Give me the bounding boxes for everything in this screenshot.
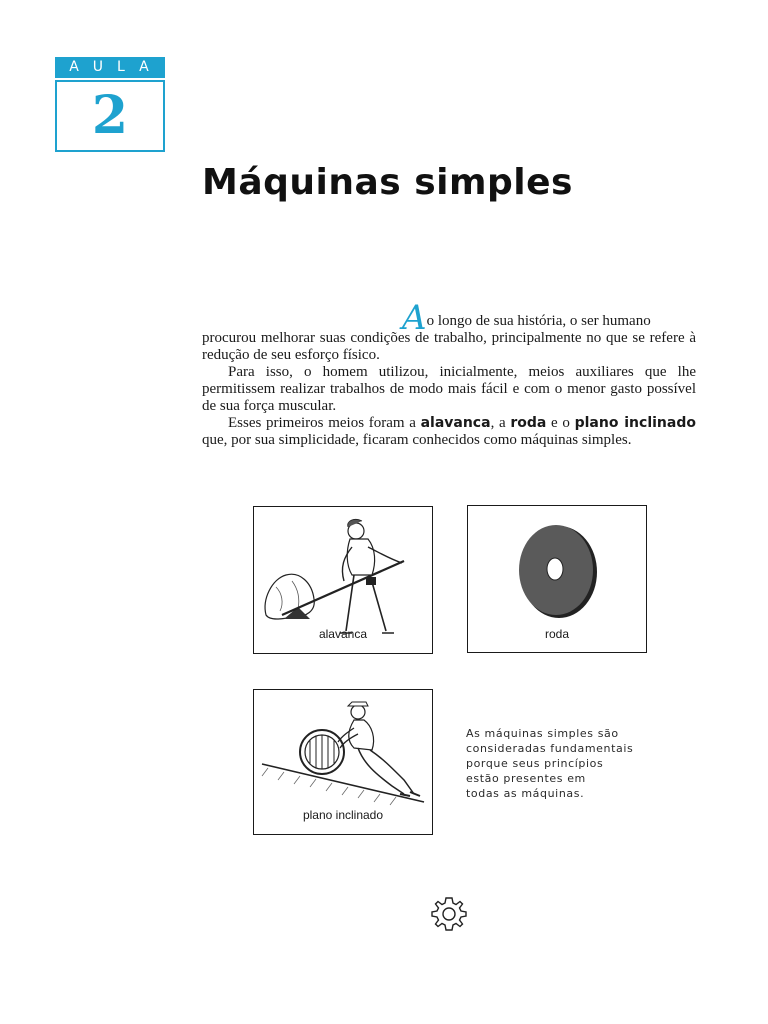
drop-cap: A [402, 298, 427, 338]
lesson-number: 2 [55, 80, 165, 152]
paragraph-3-text-d: que, por sua simplicidade, ficaram conhecidos como máquinas simples. [202, 432, 632, 448]
page-title: Máquinas simples [202, 162, 573, 203]
paragraph-1-first-text: o longo de sua história, o ser humano [426, 313, 651, 329]
figure-lever-caption: alavanca [318, 627, 368, 641]
figure-lever [253, 506, 433, 654]
side-note [466, 726, 641, 801]
paragraph-3-text-c: e o [546, 415, 575, 431]
keyword-wheel: roda [510, 415, 547, 431]
side-note-line: porque seus princípios [466, 757, 604, 770]
figure-inclined-plane-caption: plano inclinado [302, 808, 384, 822]
paragraph-3-text-b: , a [490, 415, 511, 431]
figure-wheel [467, 505, 647, 653]
keyword-lever: alavanca [420, 415, 491, 431]
figure-wheel-caption: roda [544, 627, 570, 641]
paragraph-1-first-line [202, 298, 696, 338]
gear-icon [430, 895, 468, 933]
paragraph-1: procurou melhorar suas condições de trabalho, principalmente no que se refere à redução de seu esforço físico. [202, 330, 696, 363]
paragraph-3-text-a: Esses primeiros meios foram a [228, 415, 421, 431]
side-note-line: todas as máquinas. [466, 787, 585, 800]
paragraph-2: Para isso, o homem utilizou, inicialmente, meios auxiliares que lhe permitissem realizar trabalhos de modo mais fácil e com o menor gasto possível de sua força muscular. [202, 364, 696, 414]
body-text [202, 298, 696, 449]
figure-inclined-plane [253, 689, 433, 835]
paragraph-3 [202, 415, 696, 449]
side-note-line: As máquinas simples são [466, 727, 619, 740]
side-note-line: estão presentes em [466, 772, 586, 785]
keyword-inclined-plane: plano inclinado [574, 415, 696, 431]
lesson-label: AULA [55, 57, 165, 78]
side-note-line: consideradas fundamentais [466, 742, 634, 755]
